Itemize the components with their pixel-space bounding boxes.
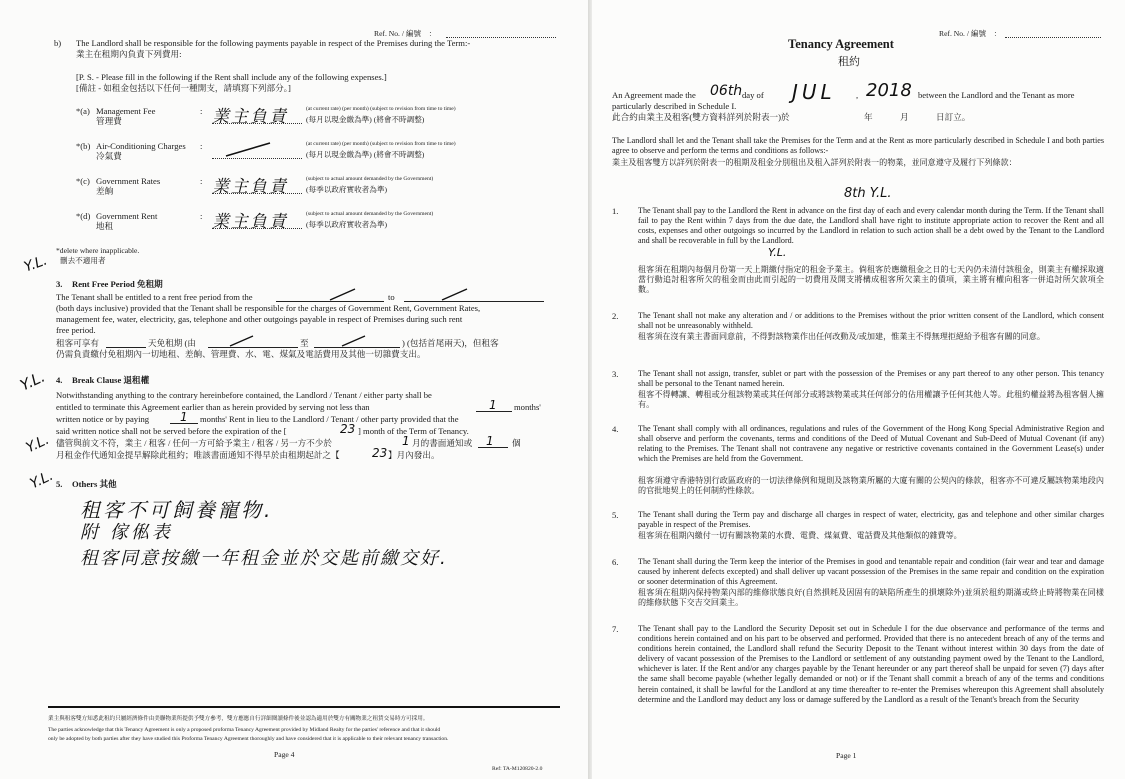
ref-no-label: Ref. No. / 編號 ： <box>939 29 1002 38</box>
clause-text-zh: 租客須在沒有業主書面同意前，不得對該物業作出任何改動及/或加建，惟業主不得無理拒絕給予租客有關的同意。 <box>638 332 1045 341</box>
notice-months-zh-handwritten: 1 <box>402 434 410 448</box>
fee-marker: *(b) <box>76 141 91 151</box>
document-title-zh: 租約 <box>838 56 860 68</box>
fee-colon: : <box>200 176 203 186</box>
clause-text-en: The Tenant shall during the Term pay and discharge all charges in respect of water, electricity, gas and telephone and other similar charges payable in respect of the Premises. <box>638 510 1104 530</box>
fee-note-zh: (每季以政府實收者為準) <box>306 185 387 194</box>
fee-blank-line <box>212 158 302 159</box>
agreement-day-zh: 日訂立。 <box>936 112 971 122</box>
rent-free-to-blank <box>404 301 544 302</box>
section-b-marker: b) <box>54 38 62 48</box>
page-number: Page 4 <box>274 750 295 759</box>
document-title: Tenancy Agreement <box>788 37 894 51</box>
agreement-day-handwritten: 06th <box>710 83 743 99</box>
fee-label-zh: 冷氣費 <box>96 151 122 161</box>
expiry-month-zh-handwritten: 23 <box>372 446 388 460</box>
agreement-intro-line3: 此合約由業主及租客(雙方資料詳列於附表一)於 <box>612 112 790 122</box>
agreement-month-zh: 月 <box>900 112 909 122</box>
fee-label-en: Air-Conditioning Charges <box>96 141 186 151</box>
delete-note-zh: 刪去不適用者 <box>60 256 106 265</box>
clause-number: 4. <box>612 424 619 434</box>
fee-handwritten-value: 業主負責 <box>212 212 288 232</box>
break-clause-zh2b: 】月內發出。 <box>388 450 440 460</box>
expiry-month-handwritten: 23 <box>340 422 356 436</box>
first-day-handwritten-correction: 8th Y.L. <box>844 186 892 201</box>
preamble-en: The Landlord shall let and the Tenant shall take the Premises for the Term and at the Rent as more particularly described in Schedule I and both parties agree to observe and perform the terms and conditions as follows:- <box>612 136 1104 156</box>
agreement-month-handwritten: JUL <box>792 80 836 104</box>
fee-label-en: Government Rent <box>96 211 158 221</box>
footer-disclaimer-zh: 業主與租客雙方知悉此租約只屬經濟條件由美聯物業所提供予雙方參考，雙方應應自行詳細閱讀條件後並認為適用於雙方有關物業之租賃交易時方可採用。 <box>48 716 429 722</box>
margin-initial: Y.L. <box>17 367 48 395</box>
document-page-1 <box>592 0 1125 779</box>
break-clause-line3a: written notice or by paying <box>56 414 150 424</box>
agreement-intro-d: between the Landlord and the Tenant as more <box>918 90 1075 100</box>
agreement-intro-line2: particularly described in Schedule I. <box>612 101 737 111</box>
rent-free-heading: Rent Free Period 免租期 <box>72 279 163 289</box>
break-clause-zh1b: 月的書面通知或 <box>412 438 473 448</box>
break-clause-zh1c: 個 <box>512 438 521 448</box>
clause-text-zh: 租客須在租期內繳付一切有關該物業的水費、電費、煤氣費、電話費及其他類似的雜費等。 <box>638 531 962 540</box>
fee-colon: : <box>200 141 203 151</box>
margin-initial: Y.L. <box>23 431 52 457</box>
fee-note-en: (subject to actual amount demanded by the Government) <box>306 176 434 182</box>
clause-text-zh: 租客須在租期內保持物業內部的維修狀態良好(自然損耗及因固有的缺陷所產生的損壞除外)並須於租約期滿或終止時將物業在同樣的維修狀態下交吉交回業主。 <box>638 588 1104 608</box>
footer-divider <box>48 706 560 708</box>
fee-note-en: (subject to actual amount demanded by the Government) <box>306 211 434 217</box>
clause-text-zh: 租客須在租期內每個月份第一天上期繳付指定的租金予業主。倘租客於應繳租金之日的七天內仍未清付該租金，則業主有權採取適當行動追討租客所欠的租金而由此而引起的一切費用及開支將構成租客所欠業主的債項，業主將有權向租客一併追討所欠款項全數。 <box>638 265 1104 295</box>
section-b-line2: 業主在租期內負責下列費用: <box>76 49 182 59</box>
fee-colon: : <box>200 106 203 116</box>
clause-text-en: The Tenant shall during the Term keep the interior of the Premises in good and tenantable repair and condition (fair wear and tear and damage caused by inherent defects excepted) and shall deliver up vacant possession of the Premises in the same repair and condition on the expiration or sooner determination of this Agreement. <box>638 557 1104 587</box>
rent-free-zh1d: ) (包括首尾兩天)，但租客 <box>402 338 499 348</box>
rent-free-strike-mark <box>228 334 256 348</box>
clause-text-en: The Tenant shall not assign, transfer, sublet or part with the possession of the Premises or any part thereof to any other person. This tenancy shall be personal to the Tenant named herein. <box>638 369 1104 389</box>
break-clause-line3b: months' Rent in lieu to the Landlord / Tenant / other party provided that the <box>200 414 459 424</box>
fee-handwritten-value: 業主負責 <box>212 107 288 127</box>
fee-note-zh: (每月以現金繳為準) (將會不時調整) <box>306 150 425 159</box>
clause-text-en: The Tenant shall pay to the Landlord the Rent in advance on the first day of each and every calendar month during the Term. If the Tenant shall fail to pay the Rent within 7 days from the due date, the Landlord shall have right to institute appropriate action to recover the Rent and all costs, expenses and other outgoings so incurred by the Landlord in relation to such action shall be a debt owed by the Tenant to the Landlord and shall be recoverable in full by the Landlord. <box>638 206 1104 246</box>
clause-number: 2. <box>612 311 619 321</box>
agreement-intro-c: , <box>856 90 859 100</box>
margin-initial: Y.L. <box>21 252 50 276</box>
break-clause-number: 4. <box>56 375 63 385</box>
ref-no-label: Ref. No. / 編號 ： <box>374 29 437 38</box>
fee-blank-line <box>212 193 302 194</box>
fee-label-zh: 管理費 <box>96 116 122 126</box>
fee-strike-mark <box>224 140 274 160</box>
fee-label-zh: 地租 <box>96 221 114 231</box>
preamble-zh: 業主及租客雙方以詳列於附表一的租期及租金分別租出及租入詳列於附表一的物業，並同意遵守及履行下列條款： <box>612 158 1017 167</box>
others-number: 5. <box>56 479 63 489</box>
rent-free-line4: free period. <box>56 325 96 335</box>
break-clause-line2b: months' <box>514 402 541 412</box>
others-heading: Others 其他 <box>72 479 117 489</box>
break-clause-line2a: entitled to terminate this Agreement earlier than as herein provided by serving not less than <box>56 402 370 412</box>
break-clause-zh1a: 儘管與前文不符，業主 / 租客 / 任何一方可給予業主 / 租客 / 另一方不少於 <box>56 438 332 448</box>
rent-free-number: 3. <box>56 279 63 289</box>
clause-number: 3. <box>612 369 619 379</box>
fee-label-en: Management Fee <box>96 106 156 116</box>
rent-free-strike-mark <box>440 287 470 303</box>
others-handwritten-line: 租客同意按繳一年租金並於交匙前繳交好. <box>80 548 448 569</box>
rent-free-line3: management fee, water, electricity, gas, telephone and other outgoings payable in respect of Premises during such rent <box>56 314 463 324</box>
notice-months-handwritten: 1 <box>489 398 497 412</box>
agreement-year-handwritten: 2018 <box>866 80 912 101</box>
fee-marker: *(a) <box>76 106 90 116</box>
fee-colon: : <box>200 211 203 221</box>
ps-line1: [P. S. - Please fill in the following if the Rent shall include any of the following expenses.] <box>76 72 387 82</box>
break-clause-line4b: ] month of the Term of Tenancy. <box>358 426 469 436</box>
others-handwritten-line: 附 傢俬表 <box>80 522 173 543</box>
fee-marker: *(d) <box>76 211 91 221</box>
fee-marker: *(c) <box>76 176 90 186</box>
clause-text-en: The Tenant shall not make any alteration and / or additions to the Premises without the prior written consent of the Landlord, which consent shall not be unreasonably withheld. <box>638 311 1104 331</box>
fee-handwritten-value: 業主負責 <box>212 177 288 197</box>
rent-free-strike-mark <box>328 287 358 303</box>
agreement-year-zh: 年 <box>864 112 873 122</box>
rent-in-lieu-zh-handwritten: 1 <box>486 434 494 448</box>
delete-note-en: *delete where inapplicable. <box>56 246 140 255</box>
section-b-line1: The Landlord shall be responsible for the following payments payable in respect of the Premises during the Term:- <box>76 38 471 48</box>
agreement-intro-b: day of <box>742 90 764 100</box>
rent-free-line2: (both days inclusive) provided that the Tenant shall be responsible for the charges of Government Rent, Government Rates, <box>56 303 481 313</box>
agreement-intro-a: An Agreement made the <box>612 90 696 100</box>
clause-text-zh: 租客不得轉讓、轉租或分租該物業或其任何部分或將該物業或其任何部分的佔用權讓予任何其他人等。此租約權益將為租客個人擁有。 <box>638 390 1104 410</box>
fee-label-zh: 差餉 <box>96 186 114 196</box>
footer-disclaimer-en2: only be adopted by both parties after they have studied this Proforma Tenancy Agreement thoroughly and have considered that it is applicable to their relevant tenancy transaction. <box>48 736 449 742</box>
clause-text-zh: 租客須遵守香港特別行政區政府的一切法律條例和規則及該物業所屬的大廈有關的公契內的條款，租客亦不可違反屬該物業地段內的官批地契上的任何制約性條款。 <box>638 476 1104 496</box>
fee-note-en: (at current rate) (per month) (subject to revision from time to time) <box>306 106 456 112</box>
strike-initial-handwritten: Y.L. <box>768 246 787 259</box>
clause-text-en: The Tenant shall pay to the Landlord the Security Deposit set out in Schedule I for the due observance and performance of the terms and conditions herein contained and on his part to be observed and performed. Provided that there is no antecedent breach of any of the terms and conditions herein contained, the Landlord shall refund the Security Deposit to the Tenant without interest within 30 days from the date of delivery of vacant possession of the Premises to the Landlord or settlement of any outstanding payment owed by the Tenant to the Landlord, whichever is later. If the Rent and/or any charges payable by the Tenant hereunder or any part thereof shall be unpaid for seven (7) days after the same shall become payable (whether legally demanded or not) or if the Tenant shall commit a breach of any of the terms and conditions herein contained, it shall be lawful for the Landlord at any time thereafter to re-enter the Premises whereupon this Agreement shall absolutely determine and the Landlord may deduct any loss or damage suffered by the Landlord as a result of the Tenant's breach from the Security <box>638 624 1104 704</box>
rent-free-zh1a: 租客可享有 <box>56 338 99 348</box>
form-reference: Ref: TA-M120820-2.0 <box>492 766 543 772</box>
clause-number: 1. <box>612 206 619 216</box>
fee-note-zh: (每月以現金繳為準) (將會不時調整) <box>306 115 425 124</box>
rent-free-days-blank <box>106 347 146 348</box>
break-clause-line1: Notwithstanding anything to the contrary hereinbefore contained, the Landlord / Tenant / either party shall be <box>56 390 432 400</box>
fee-blank-line <box>212 228 302 229</box>
page-number: Page 1 <box>836 751 857 760</box>
fee-note-zh: (每季以政府實收者為準) <box>306 220 387 229</box>
rent-free-zh1b: 天免租期 (由 <box>148 338 196 348</box>
rent-free-strike-mark <box>340 334 368 348</box>
clause-number: 6. <box>612 557 619 567</box>
fee-note-en: (at current rate) (per month) (subject to revision from time to time) <box>306 141 456 147</box>
rent-in-lieu-handwritten: 1 <box>180 410 188 424</box>
rent-free-zh1c: 至 <box>300 338 309 348</box>
footer-disclaimer-en1: The parties acknowledge that this Tenancy Agreement is only a proposed proforma Tenancy Agreement provided by Midland Realty for the parties' reference and that it should <box>48 727 441 733</box>
ref-no-line <box>1005 37 1101 38</box>
rent-free-line1a: The Tenant shall be entitled to a rent free period from the <box>56 292 253 302</box>
fee-label-en: Government Rates <box>96 176 161 186</box>
fee-blank-line <box>212 123 302 124</box>
rent-free-zh2: 仍需負責繳付免租期內一切地租、差餉、管理費、水、電、煤氣及電話費用及其他一切雜費支出。 <box>56 349 426 359</box>
clause-text-en: The Tenant shall comply with all ordinances, regulations and rules of the Government of the Hong Kong Special Administrative Region and shall observe and perform the covenants, terms and conditions of the Deed of Mutual Covenant and Sub-Deed of Mutual Covenant (if any) relating to the Premises. The Tenant shall not contravene any negative or restrictive covenants contained in the Government Lease(s) under which the Premises are held from the Government. <box>638 424 1104 464</box>
break-clause-heading: Break Clause 退租權 <box>72 375 150 385</box>
ps-line2: [備註 - 如租金包括以下任何一種開支，請填寫下列部分。] <box>76 83 291 93</box>
clause-number: 7. <box>612 624 619 634</box>
break-clause-line4a: said written notice shall not be served before the expiration of the [ <box>56 426 287 436</box>
others-handwritten-line: 租客不可飼養寵物. <box>80 498 274 522</box>
clause-number: 5. <box>612 510 619 520</box>
break-clause-zh2a: 月租金作代通知金提早解除此租約；唯該書面通知不得早於由租期起計之【 <box>56 450 340 460</box>
margin-initial: Y.L. <box>27 467 56 493</box>
rent-free-line1b: to <box>388 292 395 302</box>
